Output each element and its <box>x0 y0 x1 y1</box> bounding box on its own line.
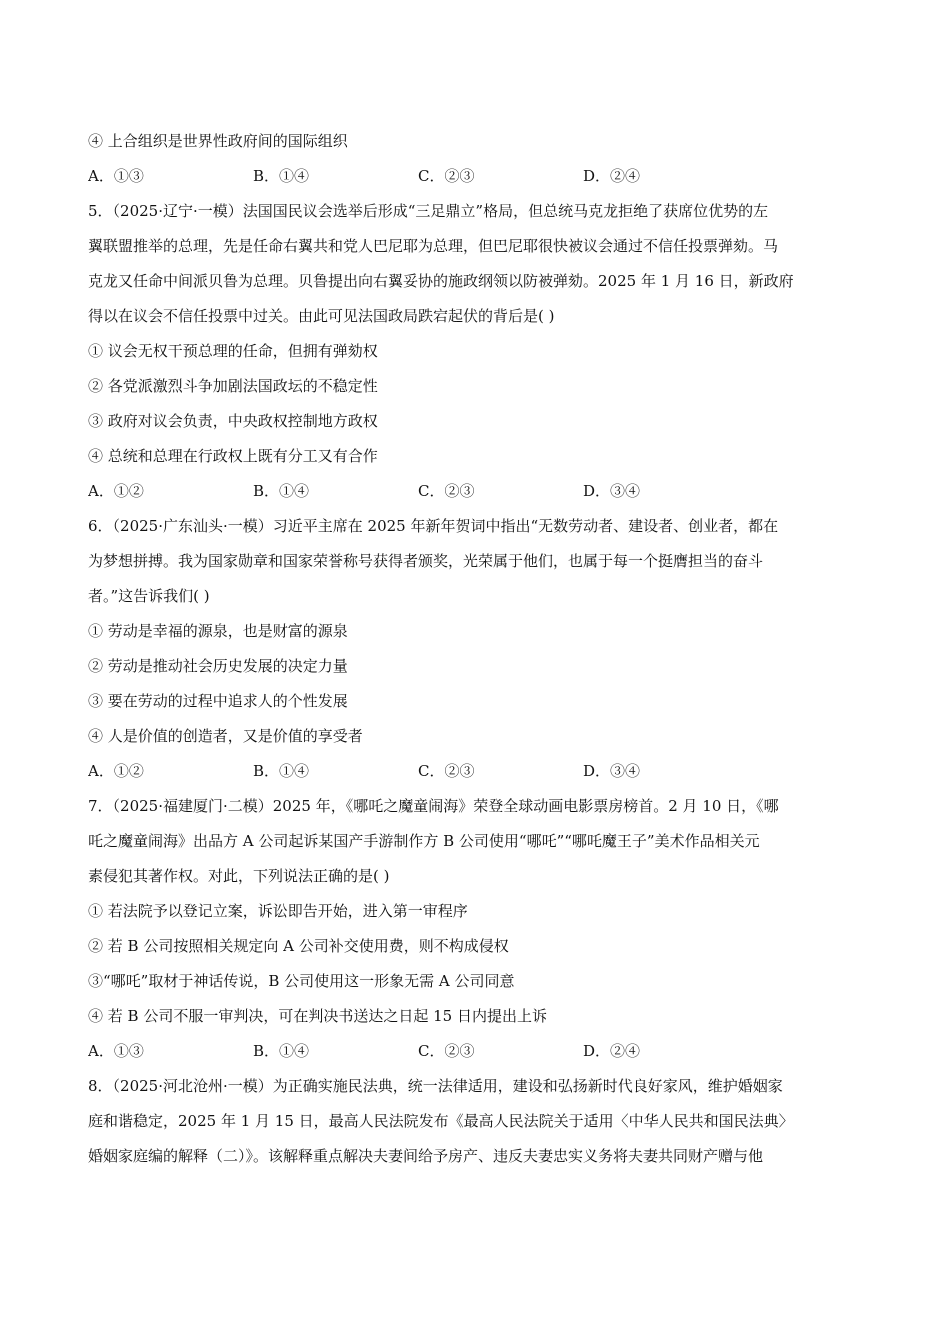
option-c[interactable]: C．②③ <box>418 167 475 185</box>
question-stem: 吒之魔童闹海》出品方 A 公司起诉某国产手游制作方 B 公司使用“哪吒”“哪吒魔王子”美术作品相关元 <box>88 832 760 850</box>
question-stem: 为梦想拼搏。我为国家勋章和国家荣誉称号获得者颁奖，光荣属于他们，也属于每一个挺膺担当的奋斗 <box>88 552 764 570</box>
answer-options <box>88 159 862 194</box>
statement-item: ① 劳动是幸福的源泉，也是财富的源泉 <box>88 622 348 640</box>
option-c[interactable]: C．②③ <box>418 1042 475 1060</box>
statement-item: ① 若法院予以登记立案，诉讼即告开始，进入第一审程序 <box>88 902 468 920</box>
statement-item: ③ 要在劳动的过程中追求人的个性发展 <box>88 692 348 710</box>
option-c[interactable]: C．②③ <box>418 482 475 500</box>
option-d[interactable]: D．③④ <box>583 762 641 780</box>
option-b[interactable]: B．①④ <box>253 482 310 500</box>
answer-options <box>88 754 862 789</box>
question-7 <box>88 789 862 1069</box>
question-stem: 翼联盟推举的总理，先是任命右翼共和党人巴尼耶为总理，但巴尼耶很快被议会通过不信任投票弹劾。马 <box>88 237 779 255</box>
option-a[interactable]: A．①② <box>88 482 144 500</box>
question-5 <box>88 194 862 509</box>
statement-item: ④ 总统和总理在行政权上既有分工又有合作 <box>88 447 378 465</box>
question-6 <box>88 509 862 789</box>
option-d[interactable]: D．②④ <box>583 167 641 185</box>
question-stem: 5．（2025·辽宁·一模）法国国民议会选举后形成“三足鼎立”格局，但总统马克龙拒绝了获席位优势的左 <box>88 202 769 220</box>
question-stem: 庭和谐稳定，2025 年 1 月 15 日，最高人民法院发布《最高人民法院关于适用〈中华人民共和国民法典〉 <box>88 1112 794 1130</box>
option-c[interactable]: C．②③ <box>418 762 475 780</box>
option-d[interactable]: D．②④ <box>583 1042 641 1060</box>
question-stem: 8．（2025·河北沧州·一模）为正确实施民法典，统一法律适用，建设和弘扬新时代良好家风，维护婚姻家 <box>88 1077 783 1095</box>
question-stem: 素侵犯其著作权。对此，下列说法正确的是( ) <box>88 867 390 885</box>
statement-item: ① 议会无权干预总理的任命，但拥有弹劾权 <box>88 342 378 360</box>
option-a[interactable]: A．①③ <box>88 1042 144 1060</box>
question-stem: 者。”这告诉我们( ) <box>88 587 210 605</box>
option-d[interactable]: D．③④ <box>583 482 641 500</box>
statement-item: ③ 政府对议会负责，中央政权控制地方政权 <box>88 412 378 430</box>
statement-item: ② 各党派激烈斗争加剧法国政坛的不稳定性 <box>88 377 378 395</box>
question-8 <box>88 1069 862 1174</box>
answer-options <box>88 1034 862 1069</box>
question-stem: 6．（2025·广东汕头·一模）习近平主席在 2025 年新年贺词中指出“无数劳动者、建设者、创业者，都在 <box>88 517 779 535</box>
question-stem: 婚姻家庭编的解释（二）》。该解释重点解决夫妻间给予房产、违反夫妻忠实义务将夫妻共同财产赠与他 <box>88 1147 764 1165</box>
question-stem: 得以在议会不信任投票中过关。由此可见法国政局跌宕起伏的背后是( ) <box>88 307 555 325</box>
question-stem: 克龙又任命中间派贝鲁为总理。贝鲁提出向右翼妥协的施政纲领以防被弹劾。2025 年 1 月 16 日，新政府 <box>88 272 794 290</box>
statement-item: ④ 若 B 公司不服一审判决，可在判决书送达之日起 15 日内提出上诉 <box>88 1007 547 1025</box>
question-stem: 7．（2025·福建厦门·二模）2025 年，《哪吒之魔童闹海》荣登全球动画电影票房榜首。2 月 10 日，《哪 <box>88 797 779 815</box>
statement-item: ③“哪吒”取材于神话传说，B 公司使用这一形象无需 A 公司同意 <box>88 972 515 990</box>
option-a[interactable]: A．①② <box>88 762 144 780</box>
option-b[interactable]: B．①④ <box>253 762 310 780</box>
statement-item: ④ 上合组织是世界性政府间的国际组织 <box>88 132 348 150</box>
statement-item: ④ 人是价值的创造者，又是价值的享受者 <box>88 727 363 745</box>
option-b[interactable]: B．①④ <box>253 1042 310 1060</box>
option-b[interactable]: B．①④ <box>253 167 310 185</box>
statement-item: ② 若 B 公司按照相关规定向 A 公司补交使用费，则不构成侵权 <box>88 937 509 955</box>
option-a[interactable]: A．①③ <box>88 167 144 185</box>
answer-options <box>88 474 862 509</box>
statement-item: ② 劳动是推动社会历史发展的决定力量 <box>88 657 348 675</box>
